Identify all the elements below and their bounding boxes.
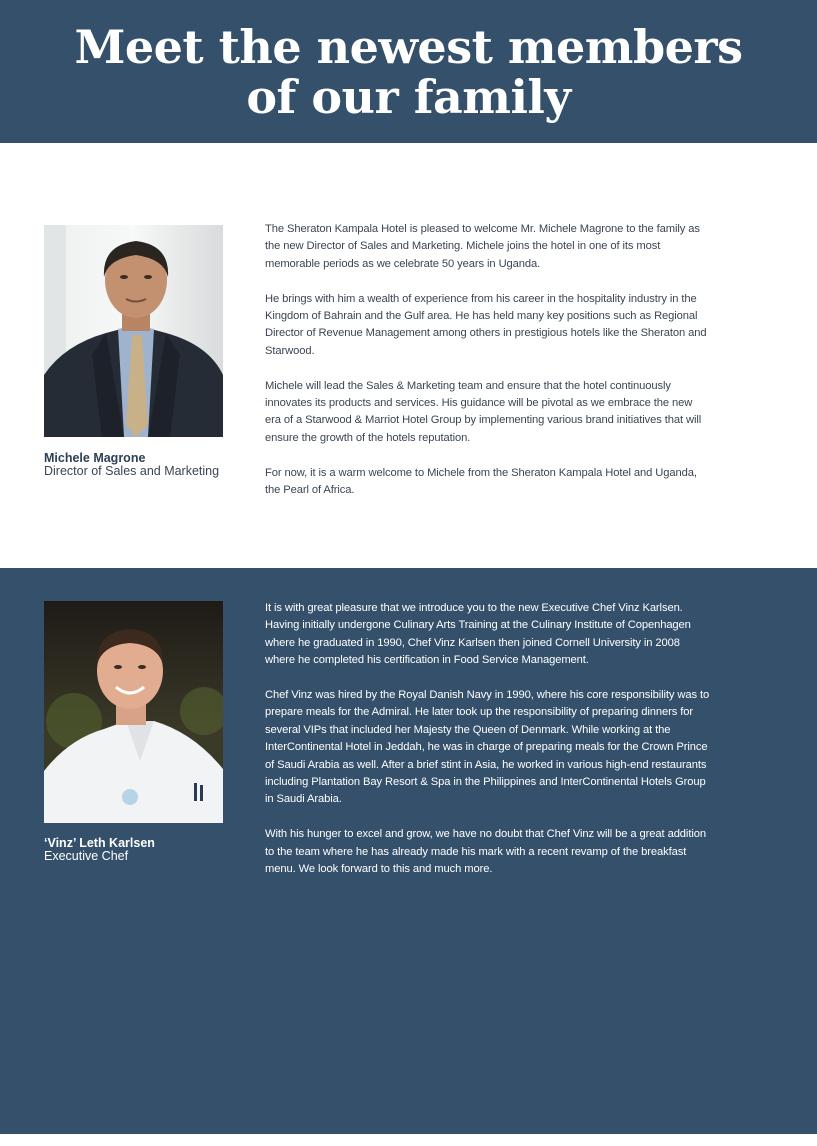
bio-paragraph: It is with great pleasure that we introduce you to the new Executive Chef Vinz Karlsen. Having initially undergone Culinary Arts Training at the Culinary Institute of Copenhagen where he graduated in 1990, Chef Vinz Karlsen then joined Cornell University in 2008 where he completed his certification in Food Service Management. xyxy=(265,602,691,667)
bio-paragraph: Michele will lead the Sales & Marketing team and ensure that the hotel continuously innovates its products and services. His guidance will be pivotal as we embrace the new era of a Starwood & Marriot Hotel Group by implementing various brand initiatives that will ensure the growth of the hotels reputation. xyxy=(265,379,702,444)
page-title-line1: Meet the newest members xyxy=(74,19,743,74)
page-title xyxy=(74,19,743,124)
bio-paragraph: With his hunger to excel and grow, we have no doubt that Chef Vinz will be a great addition to the team where he has already made his mark with a recent revamp of the breakfast menu. We look forward to this and much more. xyxy=(265,828,706,876)
michele-photo xyxy=(44,225,223,437)
michele-name: Michele Magrone xyxy=(44,451,146,465)
page-title-line2: of our family xyxy=(246,69,571,124)
bio-paragraph: Chef Vinz was hired by the Royal Danish Navy in 1990, where his core responsibility was to prepare meals for the Admiral. He later took up the responsibility of preparing dinners for several VIPs that included her Majesty the Queen of Denmark. While working at the InterContinental Hotel in Jeddah, he was in charge of preparing meals for the Crown Prince of Saudi Arabia as well. After a brief stint in Asia, he worked in various high-end restaurants including Plantation Bay Resort & Spa in the Philippines and InterContinental Hotels Group in Saudi Arabia. xyxy=(265,689,710,806)
vinz-photo xyxy=(44,601,223,823)
vinz-name: ‘Vinz’ Leth Karlsen xyxy=(44,836,155,850)
bio-paragraph: For now, it is a warm welcome to Michele from the Sheraton Kampala Hotel and Uganda, the Pearl of Africa. xyxy=(265,466,697,497)
michele-bio xyxy=(265,221,710,517)
vinz-bio xyxy=(265,600,710,896)
bio-paragraph: The Sheraton Kampala Hotel is pleased to welcome Mr. Michele Magrone to the family as the new Director of Sales and Marketing. Michele joins the hotel in one of its most memorable periods as we celebrate 50 years in Uganda. xyxy=(265,223,700,270)
page-bottom-margin xyxy=(0,1134,817,1146)
page-header xyxy=(0,0,817,143)
vinz-role: Executive Chef xyxy=(44,849,129,863)
michele-role: Director of Sales and Marketing xyxy=(44,464,220,478)
bio-paragraph: He brings with him a wealth of experience from his career in the hospitality industry in the Kingdom of Bahrain and the Gulf area. He has held many key positions such as Regional Director of Revenue Management among others in prestigious hotels like the Sheraton and Starwood. xyxy=(265,292,707,357)
